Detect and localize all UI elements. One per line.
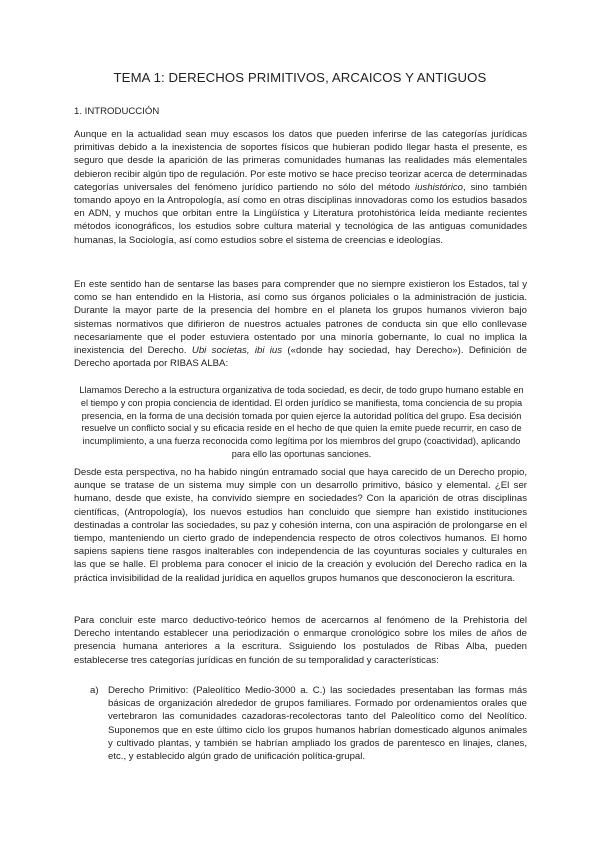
paragraph-intro-italic-term: iushistórico: [414, 181, 463, 193]
document-title: TEMA 1: DERECHOS PRIMITIVOS, ARCAICOS Y ANTIGUOS: [113, 70, 487, 85]
paragraph-intro-part-1: Aunque en la actualidad sean muy escasos los datos que pueden inferirse de las categorías jurídicas primitivas debido a la inexistencia de soportes físicos que hubieran podido llegar hasta el presente, es seguro que desde la aparición de las primeras comunidades humanas las realidades más elementales debieron recibir algún tipo de regulación. Por este motivo se hace preciso teorizar acerca de determinadas categorías universales del fenómeno jurídico partiendo no sólo del método: [74, 129, 527, 193]
paragraph-states-part-2: («donde hay sociedad, hay Derecho»). Definición de Derecho aportada por RIBAS ALBA:: [74, 345, 527, 370]
list-item: [90, 684, 527, 763]
definition-quote: Llamamos Derecho a la estructura organizativa de toda sociedad, es decir, de todo grupo humano estable en el tiempo y con propia conciencia de identidad. El orden jurídico se manifiesta, toma conciencia de su propia presencia, en la forma de una decisión tomada por quien ejerce la autoridad política del grupo. Esa decisión resuelve un conflicto social y su eficacia reside en el hecho de que quien la emite puede recurrir, en caso de incumplimiento, a una fuerza reconocida como legítima por los miembros del grupo (coactividad), aplicando para ello las oportunas sanciones.: [79, 385, 524, 459]
list-item-marker: a): [90, 685, 99, 696]
paragraph-states-part-1: En este sentido han de sentarse las bases para comprender que no siempre existieron los Estados, tal y como se han entendido en la Historia, así como sus órganos policiales o la administración de justicia. Durante la mayor parte de la presencia del hombre en el planeta los grupos humanos vivieron bajo sistemas normativos que difirieron de nuestros actuales patrones de conducta sin que ello conllevase necesariamente que el poder estuviera ostentado por una minoría gobernante, lo cual no implica la inexistencia del Derecho.: [74, 279, 527, 357]
list-item-text: Derecho Primitivo: (Paleolítico Medio-3000 a. C.) las sociedades presentaban las formas más básicas de organización alrededor de grupos familiares. Formado por ordenamientos orales que vertebraron las comunidades cazadoras-recolectoras tanto del Paleolítico como del Neolítico. Suponemos que en este último ciclo los grupos humanos habrían domesticado algunos animales y cultivado plantas, y también se habrían ampliado los grados de parentesco en linajes, clanes, etc., y establecido algún grado de unificación política-grupal.: [108, 685, 527, 763]
paragraph-periodization: Para concluir este marco deductivo-teórico hemos de acercarnos al fenómeno de la Prehistoria del Derecho intentando establecer una periodización o enmarque cronológico sobre los miles de años de presencia humana anteriores a la escritura. Ssiguiendo los postulados de Ribas Alba, pueden establecerse tres categorías jurídicas en función de su temporalidad y características:: [74, 615, 527, 666]
paragraph-states-latin-maxim: Ubi societas, ibi ius: [191, 345, 283, 357]
paragraph-perspective: Desde esta perspectiva, no ha habido ningún entramado social que haya carecido de un Derecho propio, aunque se tratase de un sistema muy simple con un desarrollo primitivo, básico y elemental. ¿El ser humano, desde que existe, ha convivido siempre en sociedades? Con la aparición de otras disciplinas científicas, (Antropología), los nuevos estudios han concluido que siempre han existido instituciones destinadas a controlar las sociedades, su paz y cohesión interna, con una aspiración de prolongarse en el tiempo, manteniendo un cierto grado de independencia respecto de otros colectivos humanos. El homo sapiens sapiens tiene rasgos inalterables con independencia de las coyunturas sociales y culturales en las que se halle. El problema para conocer el inicio de la creación y evolución del Derecho radica en la práctica invisibilidad de la realidad jurídica en aquellos grupos humanos que desconocieron la escritura.: [74, 467, 527, 584]
paragraph-intro-part-2: , sino también tomando apoyo en la Antropología, así como en otras disciplinas innovadoras como los estudios basados en ADN, y muchos que orbitan entre la Lingüística y Literatura protohistórica leída mediante recientes métodos iconográficos, los estudios sobre cultura material y tecnológica de las antiguas comunidades humanas, la Sociología, así como estudios sobre el sistema de creencias e ideologías.: [74, 181, 527, 246]
paragraph-states: [74, 278, 527, 370]
section-heading: 1. INTRODUCCIÓN: [74, 106, 160, 117]
paragraph-intro: [74, 128, 527, 247]
